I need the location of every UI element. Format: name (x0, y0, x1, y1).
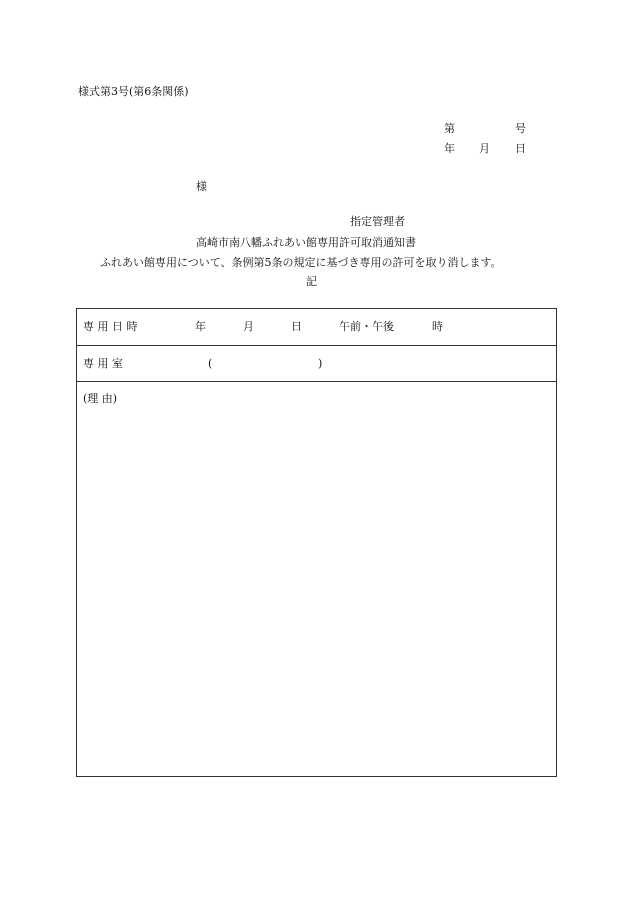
usage-room-label: 専 用 室 (83, 357, 123, 370)
document-number-suffix: 号 (515, 122, 526, 135)
notice-body-text: ふれあい館専用について、条例第5条の規定に基づき専用の許可を取り消します。 (100, 256, 502, 269)
issue-date-day-label: 日 (515, 142, 526, 155)
record-table (76, 308, 557, 777)
recipient-honorific: 様 (196, 180, 207, 193)
reason-row (77, 382, 556, 776)
usage-year-label: 年 (195, 320, 206, 333)
ki-heading: 記 (306, 275, 317, 288)
issue-date-year-label: 年 (444, 142, 455, 155)
usage-day-label: 日 (291, 320, 302, 333)
usage-room-row (77, 346, 556, 382)
room-paren-close: ) (318, 357, 323, 370)
usage-ampm-label: 午前・午後 (339, 320, 394, 333)
issuer-label: 指定管理者 (350, 215, 405, 228)
reason-label: (理 由) (83, 392, 118, 405)
document-title: 高崎市南八幡ふれあい館専用許可取消通知書 (196, 236, 416, 249)
issue-date-month-label: 月 (479, 142, 490, 155)
document-number-prefix: 第 (444, 122, 455, 135)
usage-hour-label: 時 (432, 320, 443, 333)
usage-datetime-label: 専 用 日 時 (83, 320, 138, 333)
usage-datetime-row (77, 309, 556, 346)
form-number: 様式第3号(第6条関係) (78, 85, 189, 98)
room-paren-open: ( (208, 357, 213, 370)
usage-month-label: 月 (243, 320, 254, 333)
